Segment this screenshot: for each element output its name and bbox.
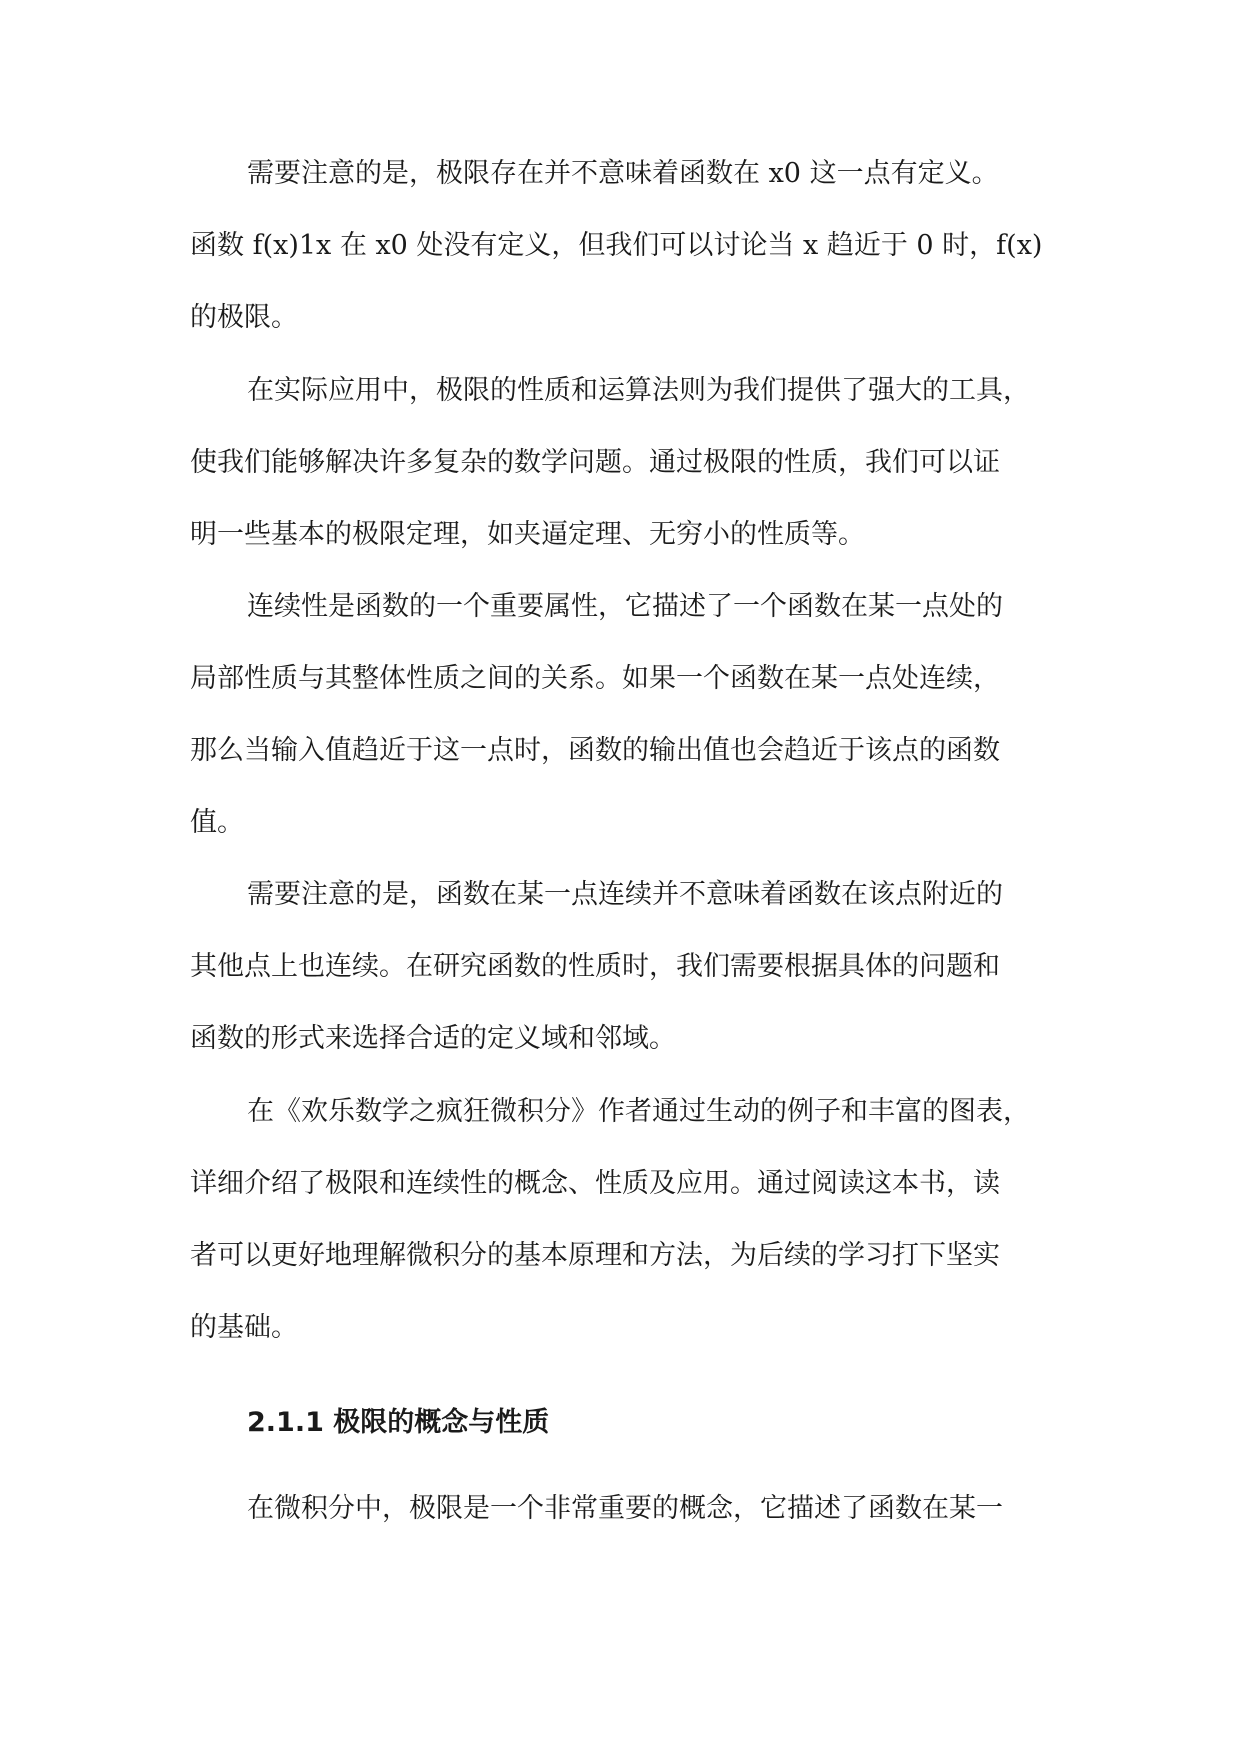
paragraph-line: 那么当输入值趋近于这一点时，函数的输出值也会趋近于该点的函数 [190, 735, 1000, 766]
paragraph-line: 明一些基本的极限定理，如夹逼定理、无穷小的性质等。 [190, 519, 865, 550]
paragraph-line: 连续性是函数的一个重要属性，它描述了一个函数在某一点处的 [247, 591, 1003, 622]
paragraph-line: 的基础。 [190, 1312, 298, 1343]
paragraph-line: 者可以更好地理解微积分的基本原理和方法，为后续的学习打下坚实 [190, 1240, 1000, 1271]
paragraph-line: 其他点上也连续。在研究函数的性质时，我们需要根据具体的问题和 [190, 951, 1000, 982]
paragraph-line: 在实际应用中，极限的性质和运算法则为我们提供了强大的工具， [247, 375, 1030, 406]
paragraph-line: 函数 f(x)1x 在 x0 处没有定义，但我们可以讨论当 x 趋近于 0 时，f(x) [190, 230, 1043, 261]
paragraph-line: 需要注意的是，函数在某一点连续并不意味着函数在该点附近的 [247, 879, 1003, 910]
paragraph-line: 使我们能够解决许多复杂的数学问题。通过极限的性质，我们可以证 [190, 447, 1000, 478]
paragraph-line: 需要注意的是，极限存在并不意味着函数在 x0 这一点有定义。 [247, 158, 999, 189]
paragraph-line: 详细介绍了极限和连续性的概念、性质及应用。通过阅读这本书，读 [190, 1168, 1000, 1199]
paragraph-line: 局部性质与其整体性质之间的关系。如果一个函数在某一点处连续， [190, 663, 1000, 694]
paragraph-line: 函数的形式来选择合适的定义域和邻域。 [190, 1023, 676, 1054]
paragraph-line: 值。 [190, 807, 244, 838]
section-heading: 2.1.1 极限的概念与性质 [247, 1407, 550, 1438]
paragraph-line: 的极限。 [190, 302, 298, 333]
paragraph-line: 在《欢乐数学之疯狂微积分》作者通过生动的例子和丰富的图表， [247, 1096, 1030, 1127]
paragraph-line: 在微积分中，极限是一个非常重要的概念，它描述了函数在某一 [247, 1493, 1003, 1524]
